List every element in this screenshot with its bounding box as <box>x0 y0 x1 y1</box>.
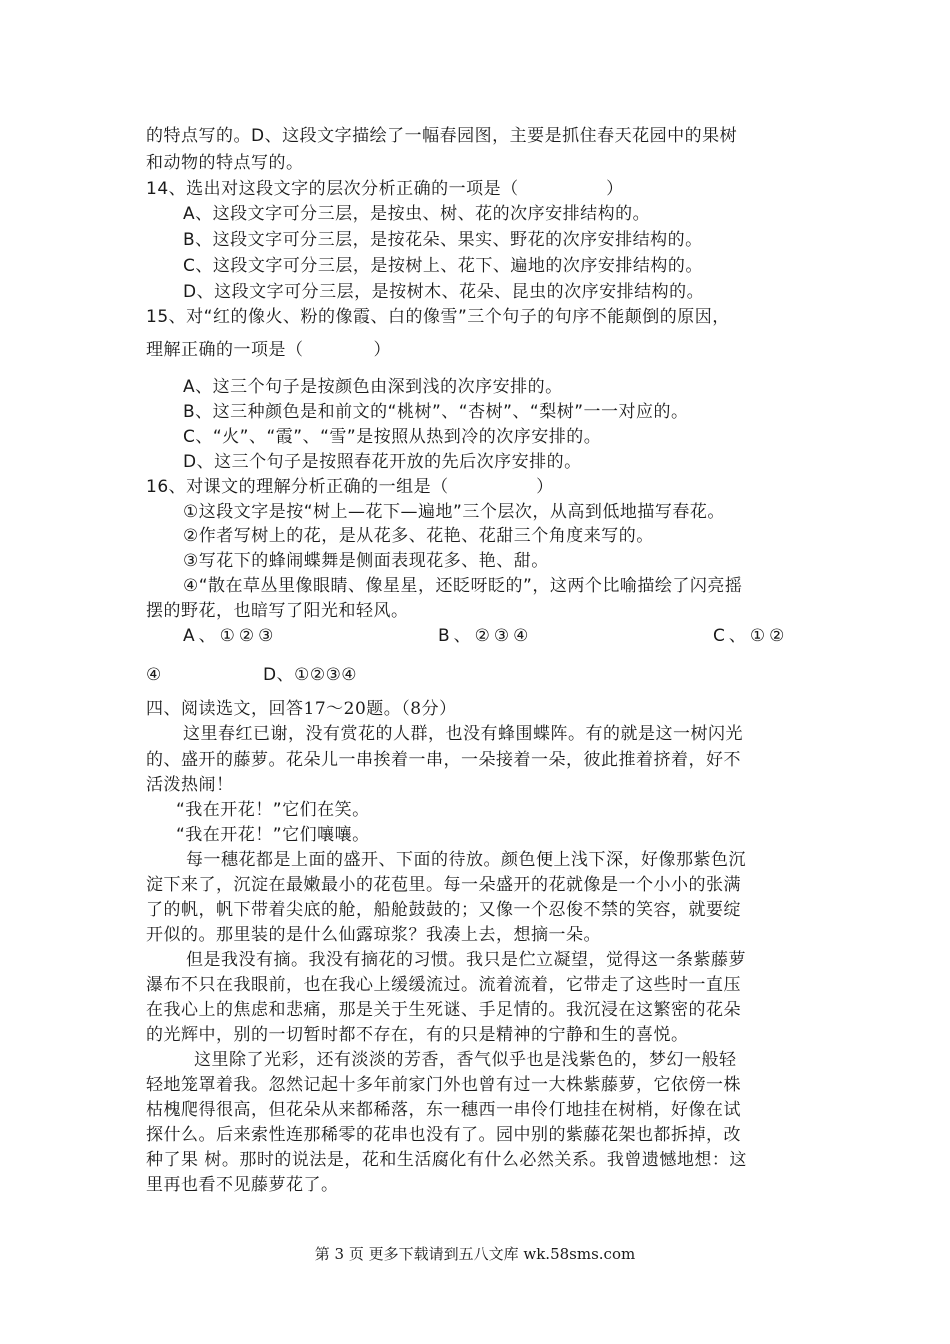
page-footer: 第 3 页 更多下载请到五八文库 wk.58sms.com <box>314 1245 636 1263</box>
passage-line-19: 里再也看不见藤萝花了。 <box>146 1175 339 1195</box>
passage-line-3: 活泼热闹！ <box>146 775 234 795</box>
q16-item-4-continued: 摆的野花，也暗写了阳光和轻风。 <box>146 601 409 621</box>
q16-choice-d: D、①②③④ <box>263 665 358 685</box>
passage-line-11: 瀑布不只在我眼前，也在我心上缓缓流过。流着流着，它带走了这些时一直压 <box>146 975 741 995</box>
passage-line-18: 种了果 树。那时的说法是，花和生活腐化有什么必然关系。我曾遗憾地想：这 <box>146 1150 747 1170</box>
q13-tail-line-2: 和动物的特点写的。 <box>146 153 304 173</box>
q16-choice-c-tail: ④ <box>146 665 162 685</box>
passage-line-5: “我在开花！”它们嚷嚷。 <box>176 825 370 845</box>
q13-tail-line-1: 的特点写的。D、这段文字描绘了一幅春园图，主要是抓住春天花园中的果树 <box>146 126 738 146</box>
q16-item-4: ④“散在草丛里像眼睛、像星星，还眨呀眨的”，这两个比喻描绘了闪亮摇 <box>183 576 743 596</box>
q14-option-a: A、这段文字可分三层，是按虫、树、花的次序安排结构的。 <box>183 204 651 224</box>
passage-line-4: “我在开花！”它们在笑。 <box>176 800 370 820</box>
passage-line-16: 枯槐爬得很高，但花朵从来都稀落，东一穗西一串伶仃地挂在树梢，好像在试 <box>146 1100 741 1120</box>
passage-line-12: 在我心上的焦虑和悲痛，那是关于生死谜、手足情的。我沉浸在这繁密的花朵 <box>146 1000 741 1020</box>
passage-line-14: 这里除了光彩，还有淡淡的芳香，香气似乎也是浅紫色的，梦幻一般轻 <box>194 1050 737 1070</box>
section-4-heading: 四、阅读选文，回答17～20题。（8分） <box>146 699 457 719</box>
passage-line-8: 了的帆，帆下带着尖底的舱，船舱鼓鼓的；又像一个忍俊不禁的笑容，就要绽 <box>146 900 741 920</box>
q14-stem: 14、选出对这段文字的层次分析正确的一项是（ ） <box>146 179 624 199</box>
q14-option-b: B、这段文字可分三层，是按花朵、果实、野花的次序安排结构的。 <box>183 230 703 250</box>
q15-option-c: C、“火”、“霞”、“雪”是按照从热到冷的次序安排的。 <box>183 427 602 447</box>
q15-option-b: B、这三种颜色是和前文的“桃树”、“杏树”、“梨树”一一对应的。 <box>183 402 689 422</box>
passage-line-15: 轻地笼罩着我。忽然记起十多年前家门外也曾有过一大株紫藤萝，它依傍一株 <box>146 1075 741 1095</box>
q15-stem-line-2: 理解正确的一项是（ ） <box>146 340 391 360</box>
q16-choice-a: A、①②③ <box>183 626 278 646</box>
q14-option-d: D、这段文字可分三层，是按树木、花朵、昆虫的次序安排结构的。 <box>183 282 705 302</box>
q14-option-c: C、这段文字可分三层，是按树上、花下、遍地的次序安排结构的。 <box>183 256 703 276</box>
passage-line-10: 但是我没有摘。我没有摘花的习惯。我只是伫立凝望，觉得这一条紫藤萝 <box>186 950 746 970</box>
q15-option-d: D、这三个句子是按照春花开放的先后次序安排的。 <box>183 452 582 472</box>
passage-line-13: 的光辉中，别的一切暂时都不存在，有的只是精神的宁静和生的喜悦。 <box>146 1025 689 1045</box>
passage-line-17: 探什么。后来索性连那稀零的花串也没有了。园中别的紫藤花架也都拆掉，改 <box>146 1125 741 1145</box>
passage-line-7: 淀下来了，沉淀在最嫩最小的花苞里。每一朵盛开的花就像是一个小小的张满 <box>146 875 741 895</box>
q16-stem: 16、对课文的理解分析正确的一组是（ ） <box>146 477 554 497</box>
passage-line-2: 的、盛开的藤萝。花朵儿一串挨着一串，一朵接着一朵，彼此推着挤着，好不 <box>146 750 741 770</box>
q16-item-2: ②作者写树上的花，是从花多、花艳、花甜三个角度来写的。 <box>183 526 654 546</box>
passage-line-6: 每一穗花都是上面的盛开、下面的待放。颜色便上浅下深，好像那紫色沉 <box>186 850 746 870</box>
q16-choice-c: C、①② <box>713 626 789 646</box>
passage-line-9: 开似的。那里装的是什么仙露琼浆？我凑上去，想摘一朵。 <box>146 925 601 945</box>
q16-item-3: ③写花下的蜂闹蝶舞是侧面表现花多、艳、甜。 <box>183 551 549 571</box>
q15-stem-line-1: 15、对“红的像火、粉的像霞、白的像雪”三个句子的句序不能颠倒的原因， <box>146 307 730 327</box>
q15-option-a: A、这三个句子是按颜色由深到浅的次序安排的。 <box>183 377 563 397</box>
q16-item-1: ①这段文字是按“树上—花下—遍地”三个层次，从高到低地描写春花。 <box>183 502 725 522</box>
passage-line-1: 这里春红已谢，没有赏花的人群，也没有蜂围蝶阵。有的就是这一树闪光 <box>183 724 743 744</box>
q16-choice-b: B、②③④ <box>438 626 533 646</box>
